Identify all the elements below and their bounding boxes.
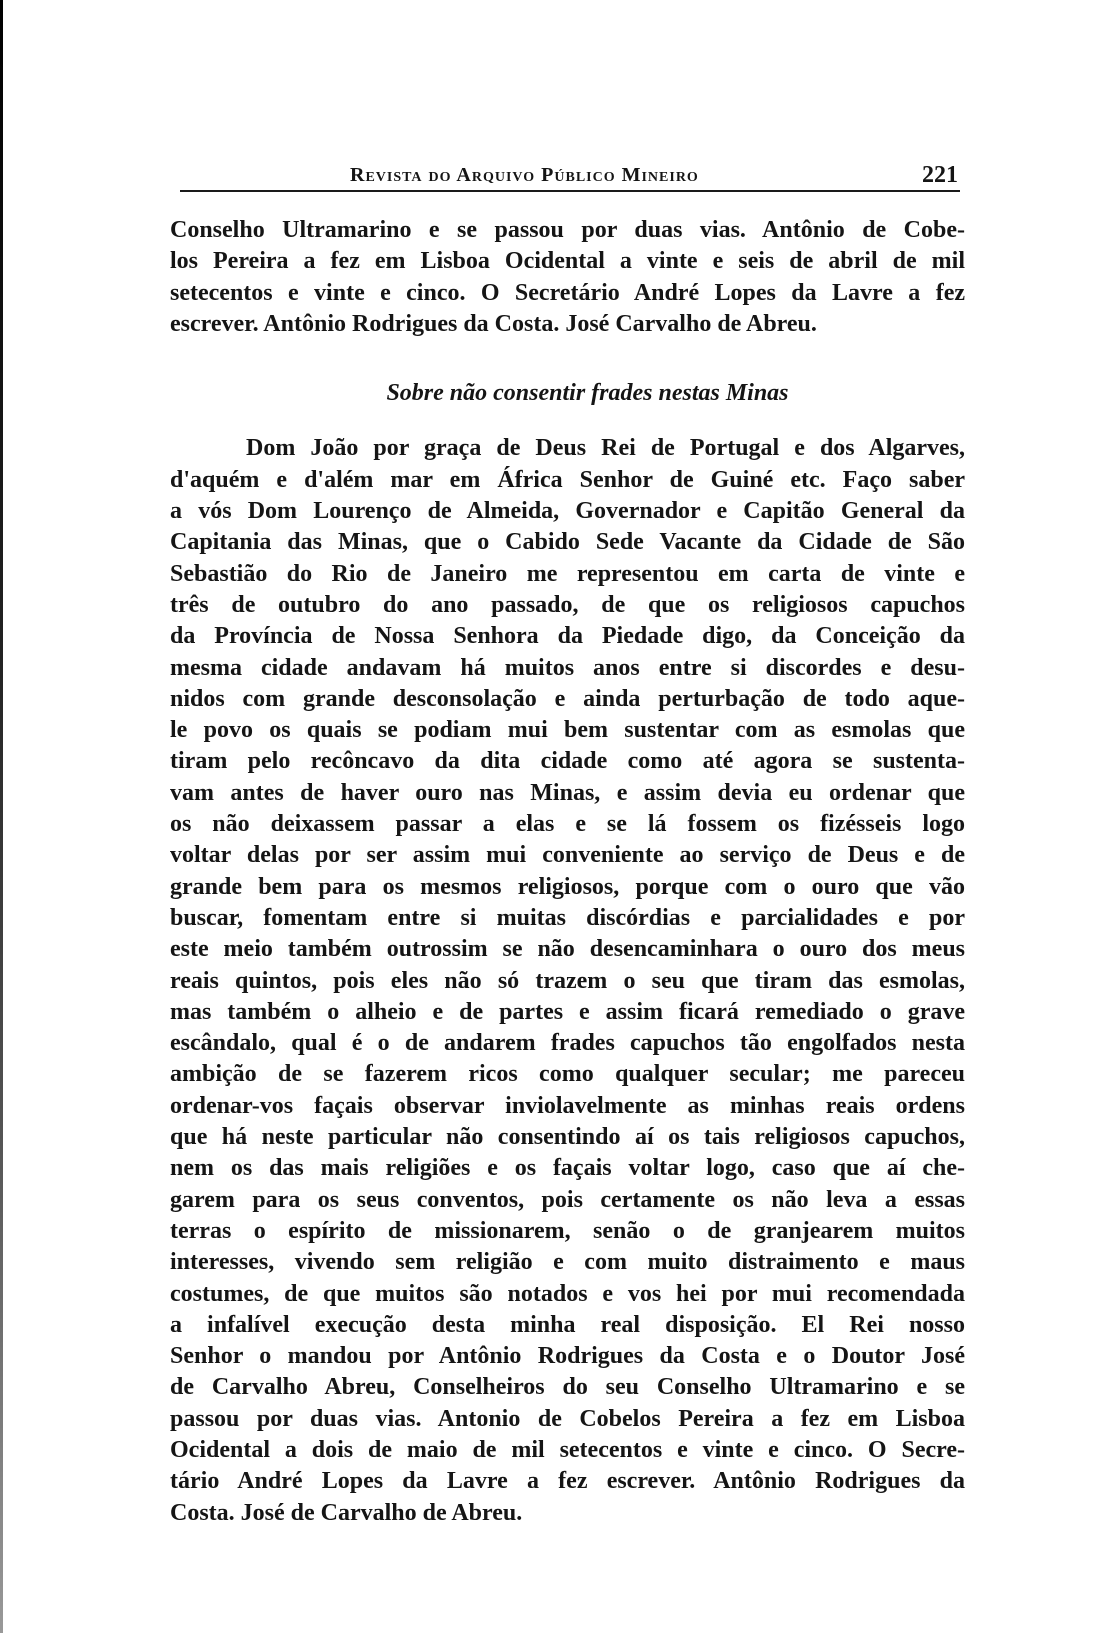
text-line: Senhor o mandou por Antônio Rodrigues da Costa e o Doutor José <box>170 1343 965 1370</box>
section-title: Sobre não consentir frades nestas Minas <box>386 380 789 407</box>
text-line: tiram pelo recôncavo da dita cidade como até agora se sustenta- <box>170 748 965 775</box>
text-line: escândalo, qual é o de andarem frades capuchos tão engolfados nesta <box>170 1030 965 1057</box>
text-line: que há neste particular não consentindo aí os tais religiosos capuchos, <box>170 1124 965 1151</box>
text-line: os não deixassem passar a elas e se lá fossem os fizésseis logo <box>170 811 965 838</box>
text-line: Sebastião do Rio de Janeiro me representou em carta de vinte e <box>170 560 965 587</box>
text-line: Ocidental a dois de maio de mil setecentos e vinte e cinco. O Secre- <box>170 1436 965 1463</box>
text-line: ordenar-vos façais observar inviolavelmente as minhas reais ordens <box>170 1092 965 1119</box>
text-line: buscar, fomentam entre si muitas discórdias e parcialidades e por <box>170 904 965 931</box>
text-line: terras o espírito de missionarem, senão o de granjearem muitos <box>170 1217 965 1244</box>
text-line: garem para os seus conventos, pois certamente os não leva a essas <box>170 1186 965 1213</box>
text-line: Capitania das Minas, que o Cabido Sede Vacante da Cidade de São <box>170 529 965 556</box>
text-line: interesses, vivendo sem religião e com muito distraimento e maus <box>170 1249 965 1276</box>
text-line: mas também o alheio e de partes e assim ficará remediado o grave <box>170 998 965 1025</box>
text-line: d'aquém e d'além mar em África Senhor de Guiné etc. Faço saber <box>170 466 965 493</box>
page-header <box>180 158 960 194</box>
text-line: a vós Dom Lourenço de Almeida, Governador e Capitão General da <box>170 498 965 525</box>
text-line: vam antes de haver ouro nas Minas, e assim devia eu ordenar que <box>170 779 965 806</box>
text-line: de Carvalho Abreu, Conselheiros do seu Conselho Ultramarino e se <box>170 1374 965 1401</box>
text-line: ambição de se fazerem ricos como qualquer secular; me pareceu <box>170 1061 965 1088</box>
text-line: da Província de Nossa Senhora da Piedade digo, da Conceição da <box>170 623 965 650</box>
text-line: le povo os quais se podiam mui bem sustentar com as esmolas que <box>170 717 965 744</box>
text-line: los Pereira a fez em Lisboa Ocidental a vinte e seis de abril de mil <box>170 248 965 275</box>
text-line: nidos com grande desconsolação e ainda perturbação de todo aque- <box>170 685 965 712</box>
text-line: Costa. José de Carvalho de Abreu. <box>170 1499 523 1526</box>
page-number: 221 <box>922 162 958 188</box>
text-line: passou por duas vias. Antonio de Cobelos Pereira a fez em Lisboa <box>170 1405 965 1432</box>
header-rule <box>180 190 960 192</box>
running-title: Revista do Arquivo Público Mineiro <box>350 164 699 186</box>
document-body <box>170 215 965 1529</box>
text-line: três de outubro do ano passado, de que os religiosos capuchos <box>170 591 965 618</box>
text-line: setecentos e vinte e cinco. O Secretário André Lopes da Lavre a fez <box>170 279 965 306</box>
text-line: escrever. Antônio Rodrigues da Costa. José Carvalho de Abreu. <box>170 310 817 337</box>
text-line: tário André Lopes da Lavre a fez escrever. Antônio Rodrigues da <box>170 1468 965 1495</box>
text-line: Dom João por graça de Deus Rei de Portugal e dos Algarves, <box>246 435 965 462</box>
text-line: costumes, de que muitos são notados e vos hei por mui recomendada <box>170 1280 965 1307</box>
text-line: este meio também outrossim se não desencaminhara o ouro dos meus <box>170 936 965 963</box>
text-line: voltar delas por ser assim mui conveniente ao serviço de Deus e de <box>170 842 965 869</box>
page-edge-shadow <box>0 0 3 1633</box>
intro-paragraph <box>170 215 965 340</box>
text-line: mesma cidade andavam há muitos anos entre si discordes e desu- <box>170 654 965 681</box>
text-line: reais quintos, pois eles não só trazem o seu que tiram das esmolas, <box>170 967 965 994</box>
text-line: nem os das mais religiões e os façais voltar logo, caso que aí che- <box>170 1155 965 1182</box>
text-line: a infalível execução desta minha real disposição. El Rei nosso <box>170 1311 965 1338</box>
body-paragraph <box>170 433 965 1528</box>
text-line: grande bem para os mesmos religiosos, porque com o ouro que vão <box>170 873 965 900</box>
text-line: Conselho Ultramarino e se passou por duas vias. Antônio de Cobe- <box>170 217 965 243</box>
